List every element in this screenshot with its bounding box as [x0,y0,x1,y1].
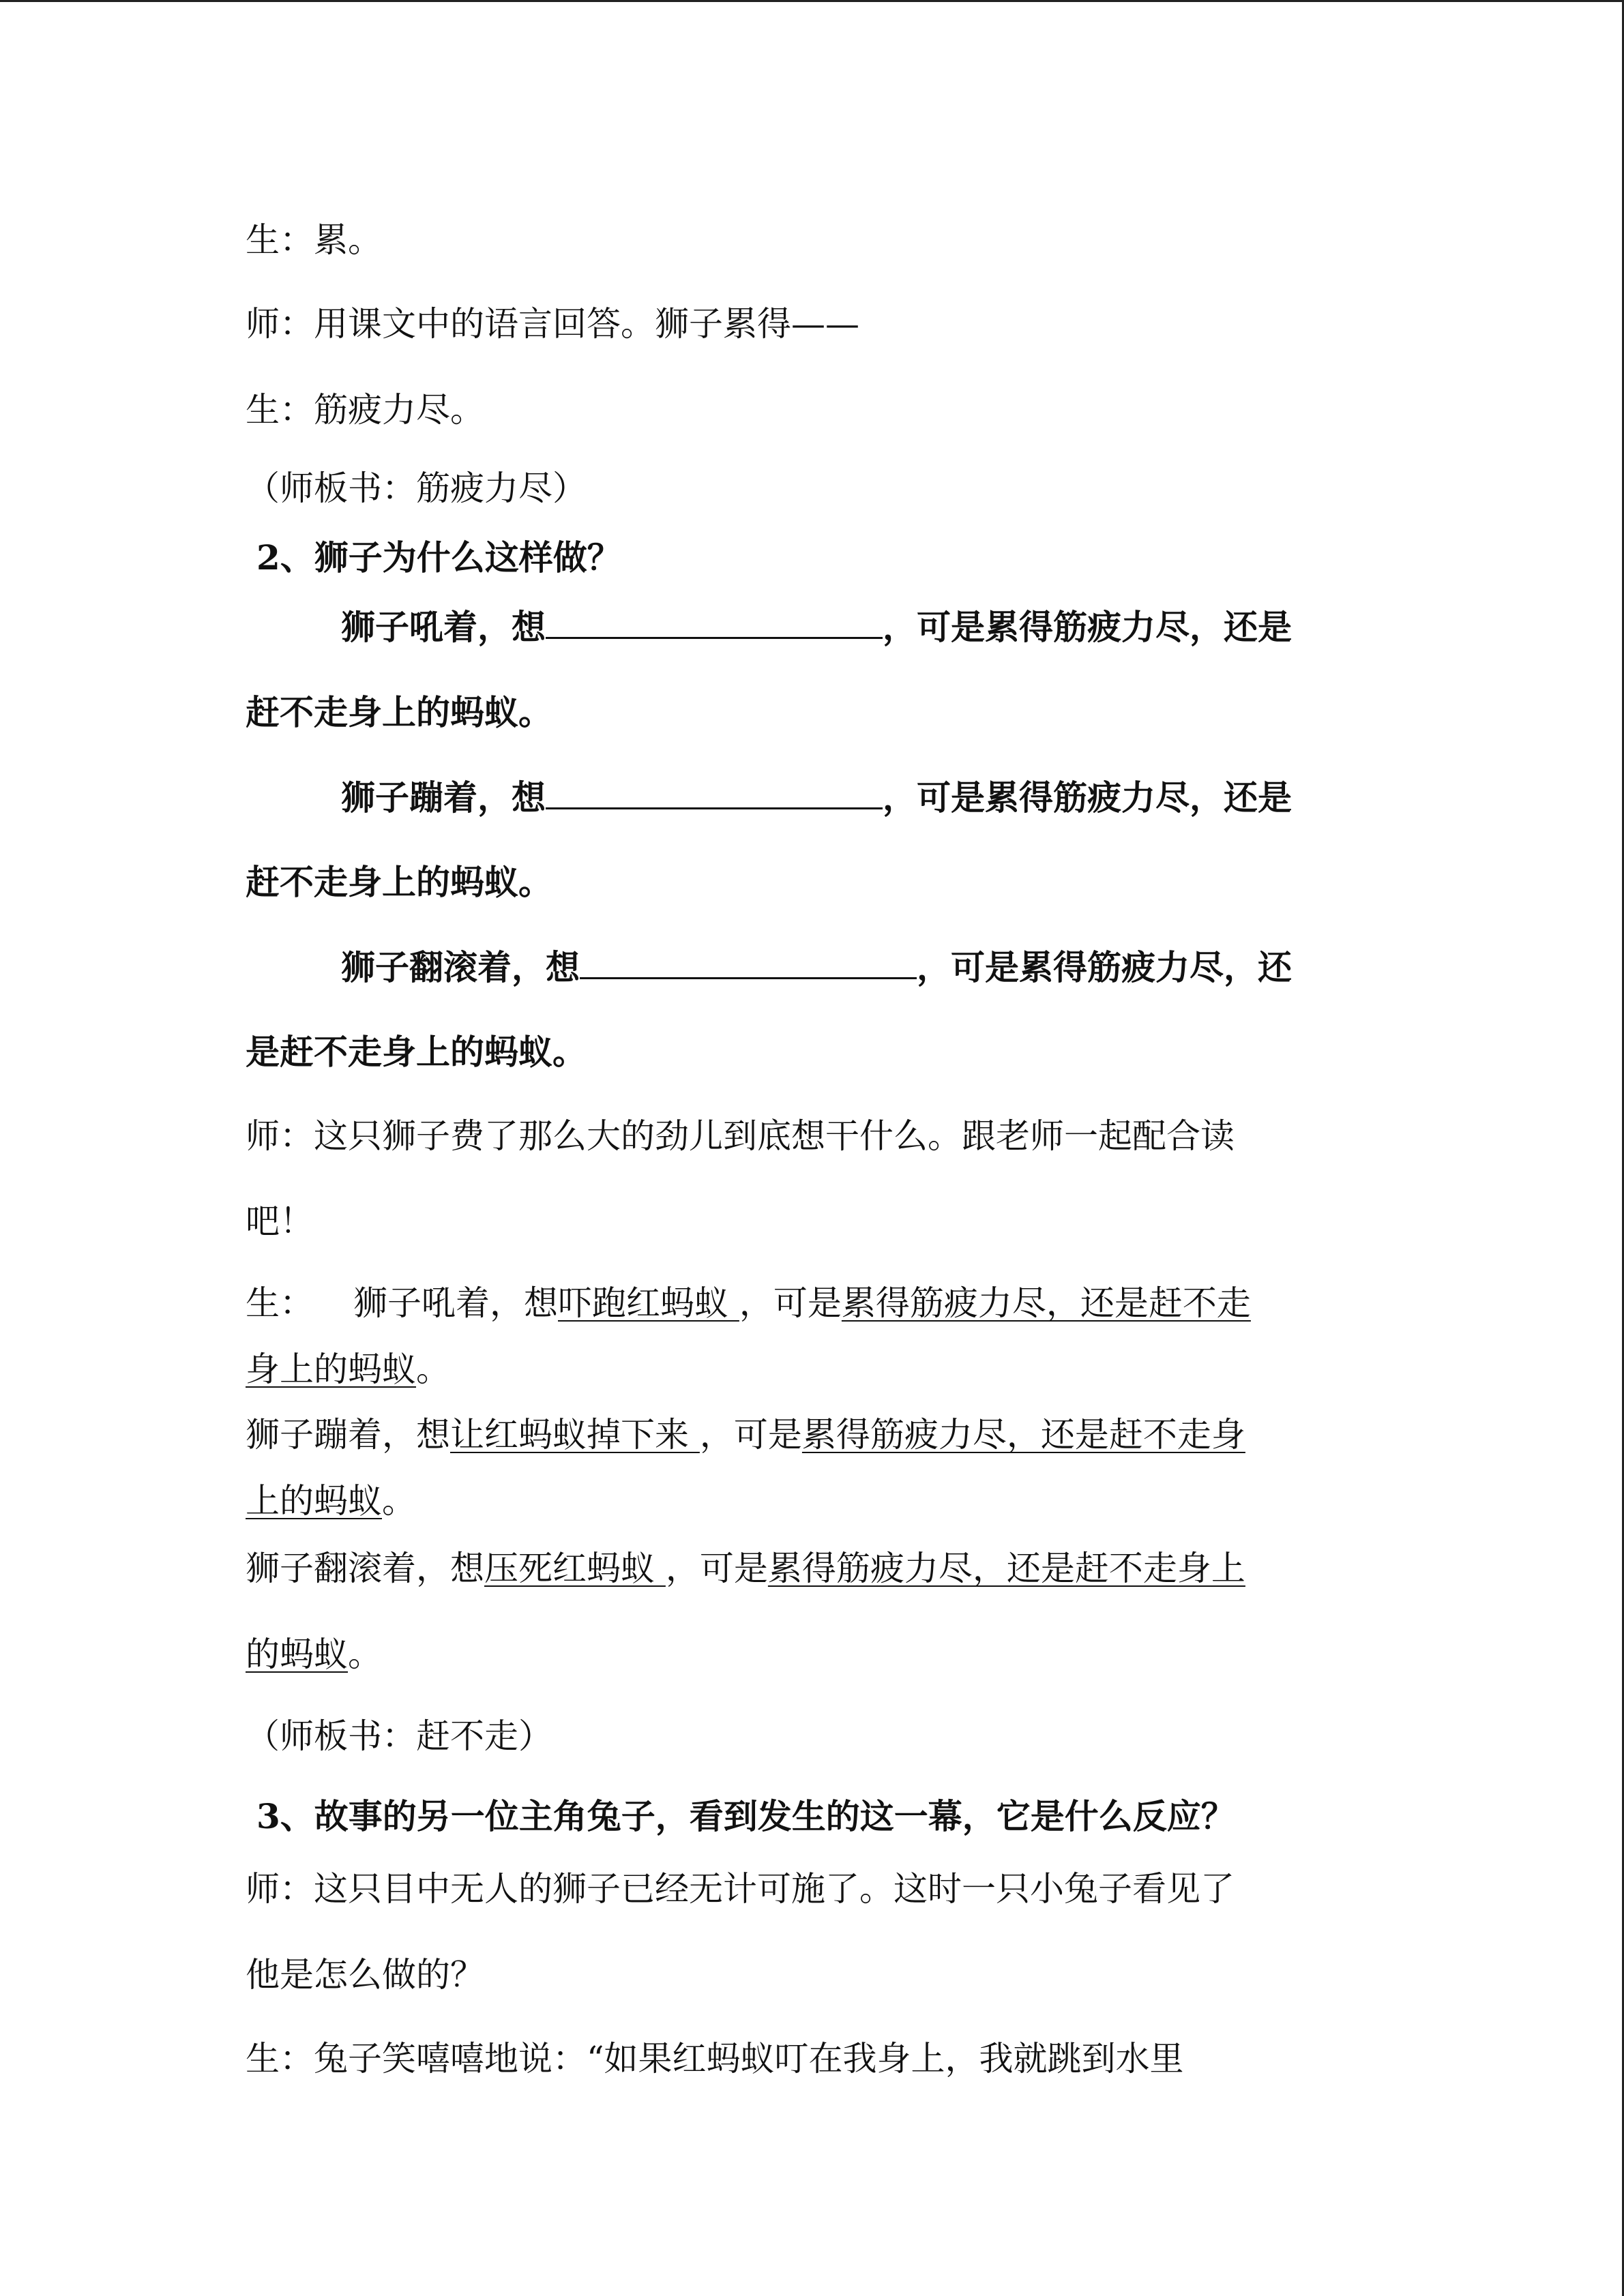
reading-text: 狮子蹦着，想 [246,1415,450,1455]
punctuation: 。 [382,1481,416,1521]
punctuation: 。 [416,1350,450,1389]
underlined-answer: 身上的蚂蚁 [246,1350,416,1389]
underlined-answer: 上的蚂蚁 [246,1481,382,1521]
teacher-prompt-line: 师：这只狮子费了那么大的劲儿到底想干什么。跟老师一起配合读 [246,1116,1235,1156]
student-answer-line: 生：累。 [246,220,382,260]
section-heading-3: 3、故事的另一位主角兔子，看到发生的这一幕，它是什么反应？ [256,1796,1235,1836]
fill-text: 狮子蹦着，想 [341,777,546,818]
speaker-label: 生： [246,1283,314,1323]
fill-blank [546,776,883,809]
teacher-prompt-line: 师：用课文中的语言回答。狮子累得—— [246,304,859,344]
underlined-answer: 压死红蚂蚁 [484,1549,666,1588]
fill-blank-line [341,946,1292,988]
page-border-top [0,0,1624,2]
fill-text: ，可是累得筋疲力尽，还是 [883,777,1292,818]
section-heading-2: 2、狮子为什么这样做？ [256,537,621,578]
fill-text: ，可是累得筋疲力尽，还 [917,947,1292,987]
fill-blank-line [341,776,1292,818]
fill-text: ，可是累得筋疲力尽，还是 [883,607,1292,647]
underlined-answer: 让红蚂蚁掉下来 [450,1415,700,1455]
underlined-answer: 累得筋疲力尽，还是赶不走身上 [767,1549,1245,1588]
fill-text: 狮子吼着，想 [341,607,546,647]
punctuation: 。 [348,1635,382,1674]
student-answer-line: 生：筋疲力尽。 [246,390,484,430]
reading-text: 狮子翻滚着，想 [246,1549,484,1588]
underlined-answer: 的蚂蚁 [246,1635,348,1674]
fill-blank [580,946,917,979]
board-note-line: （师板书：筋疲力尽） [246,468,587,508]
board-note-line: （师板书：赶不走） [246,1716,552,1756]
student-reading-line [246,1283,1251,1324]
reading-text: 狮子吼着，想 [353,1283,558,1323]
underlined-answer: 吓跑红蚂蚁 [558,1283,739,1323]
fill-blank-continuation: 是赶不走身上的蚂蚁。 [246,1032,587,1072]
fill-text: 狮子翻滚着，想 [341,947,580,987]
teacher-prompt-continuation: 他是怎么做的？ [246,1955,484,1995]
student-reading-continuation [246,1349,450,1390]
fill-blank-line [341,606,1292,648]
student-reading-continuation [246,1634,382,1675]
reading-text: ，可是 [739,1283,842,1323]
student-reading-line [246,1548,1245,1589]
underlined-answer: 累得筋疲力尽，还是赶不走身 [801,1415,1245,1455]
reading-text: ，可是 [665,1549,768,1588]
teacher-prompt-continuation: 吧！ [246,1202,314,1241]
fill-blank [546,606,883,639]
student-answer-line: 生：兔子笑嘻嘻地说：“如果红蚂蚁叮在我身上，我就跳到水里 [246,2039,1184,2078]
student-reading-continuation [246,1480,416,1521]
student-reading-line [246,1414,1245,1455]
fill-blank-continuation: 赶不走身上的蚂蚁。 [246,862,552,902]
reading-text: ，可是 [699,1415,802,1455]
underlined-answer: 累得筋疲力尽，还是赶不走 [841,1283,1251,1323]
fill-blank-continuation: 赶不走身上的蚂蚁。 [246,692,552,732]
teacher-prompt-line: 师：这只目中无人的狮子已经无计可施了。这时一只小兔子看见了 [246,1869,1235,1909]
